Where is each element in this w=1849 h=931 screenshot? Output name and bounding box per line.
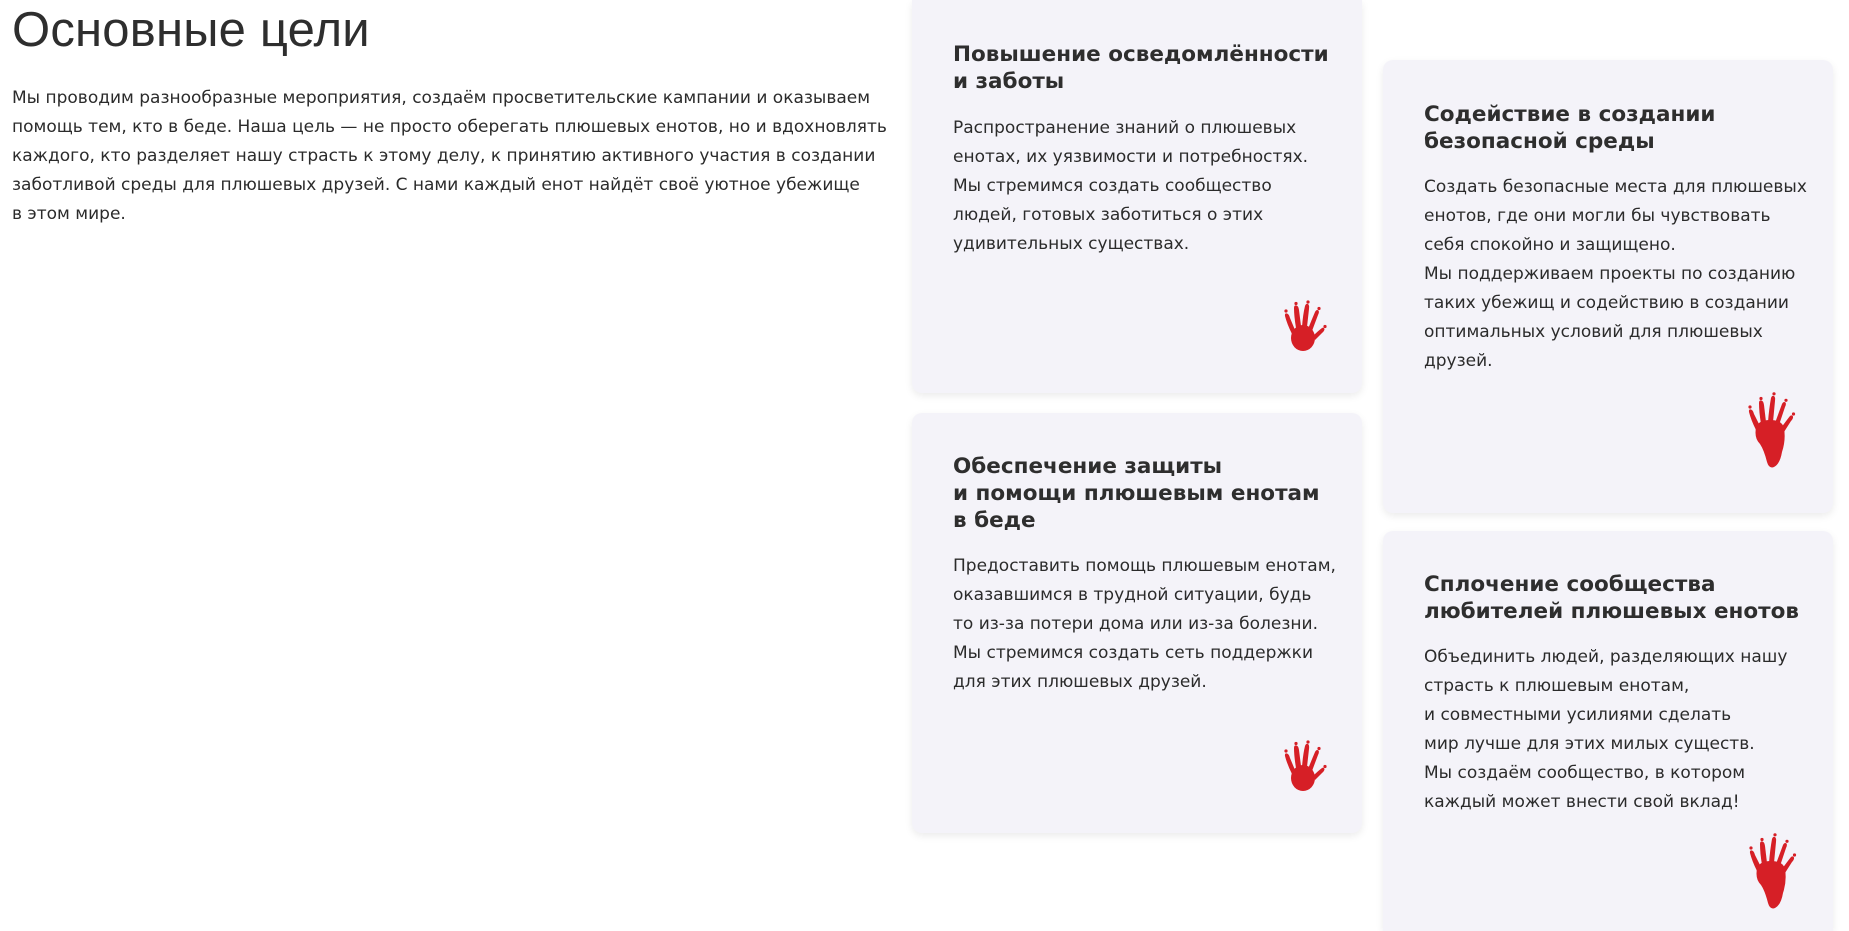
card-text-line: Распространение знаний о плюшевых	[953, 118, 1297, 138]
card-text-line: Мы стремимся создать сеть поддержки	[953, 643, 1313, 663]
intro-line: помощь тем, кто в беде. Наша цель — не просто оберегать плюшевых енотов, но и вдохновлять	[12, 117, 887, 137]
card-text-line: Мы создаём сообщество, в котором	[1424, 763, 1746, 783]
card-text-line: удивительных существах.	[953, 234, 1190, 254]
card-title-line: Сплочение сообщества	[1424, 572, 1716, 597]
raccoon-hind-paw-icon	[1745, 831, 1797, 911]
card-title	[953, 41, 1329, 95]
card-text	[953, 114, 1308, 259]
card-text-line: друзей.	[1424, 351, 1493, 371]
goal-card-community	[1383, 531, 1833, 931]
card-text-line: енотов, где они могли бы чувствовать	[1424, 206, 1771, 226]
card-title-line: и заботы	[953, 69, 1065, 94]
goal-card-safe-environment	[1383, 60, 1833, 513]
card-title-line: Содействие в создании	[1424, 102, 1716, 127]
raccoon-hind-paw-icon	[1744, 390, 1796, 470]
card-text	[953, 552, 1336, 697]
intro-line: Мы проводим разнообразные мероприятия, создаём просветительские кампании и оказываем	[12, 88, 871, 108]
card-text	[1424, 643, 1787, 817]
card-text-line: то из-за потери дома или из-за болезни.	[953, 614, 1318, 634]
raccoon-paw-icon	[1279, 740, 1327, 796]
card-text-line: себя спокойно и защищено.	[1424, 235, 1676, 255]
card-text-line: оптимальных условий для плюшевых	[1424, 322, 1763, 342]
card-title-line: и помощи плюшевым енотам	[953, 481, 1320, 506]
card-text-line: оказавшимся в трудной ситуации, будь	[953, 585, 1312, 605]
card-text-line: енотах, их уязвимости и потребностях.	[953, 147, 1309, 167]
intro-line: каждого, кто разделяет нашу страсть к этому делу, к принятию активного участия в создании	[12, 146, 876, 166]
card-text-line: таких убежищ и содействию в создании	[1424, 293, 1789, 313]
card-text-line: каждый может внести свой вклад!	[1424, 792, 1740, 812]
card-text-line: Создать безопасные места для плюшевых	[1424, 177, 1807, 197]
card-title	[953, 453, 1320, 534]
goal-card-awareness	[912, 0, 1362, 393]
goal-card-protection	[912, 413, 1362, 833]
page-title: Основные цели	[12, 3, 370, 57]
card-text-line: Предоставить помощь плюшевым енотам,	[953, 556, 1336, 576]
raccoon-paw-icon	[1279, 300, 1327, 356]
card-title-line: Повышение осведомлённости	[953, 42, 1329, 67]
intro-line: заботливой среды для плюшевых друзей. С нами каждый енот найдёт своё уютное убежище	[12, 175, 860, 195]
card-text-line: для этих плюшевых друзей.	[953, 672, 1207, 692]
intro-line: в этом мире.	[12, 204, 126, 224]
card-text-line: Мы стремимся создать сообщество	[953, 176, 1272, 196]
card-text-line: Объединить людей, разделяющих нашу	[1424, 647, 1788, 667]
card-title-line: безопасной среды	[1424, 129, 1655, 154]
card-text-line: Мы поддерживаем проекты по созданию	[1424, 264, 1796, 284]
card-title	[1424, 571, 1799, 625]
card-text-line: мир лучше для этих милых существ.	[1424, 734, 1755, 754]
card-text-line: страсть к плюшевым енотам,	[1424, 676, 1690, 696]
card-text	[1424, 173, 1807, 376]
card-text-line: и совместными усилиями сделать	[1424, 705, 1732, 725]
card-title	[1424, 101, 1715, 155]
card-title-line: любителей плюшевых енотов	[1424, 599, 1800, 624]
card-title-line: в беде	[953, 508, 1036, 533]
intro-paragraph	[12, 84, 887, 229]
card-text-line: людей, готовых заботиться о этих	[953, 205, 1264, 225]
card-title-line: Обеспечение защиты	[953, 454, 1223, 479]
